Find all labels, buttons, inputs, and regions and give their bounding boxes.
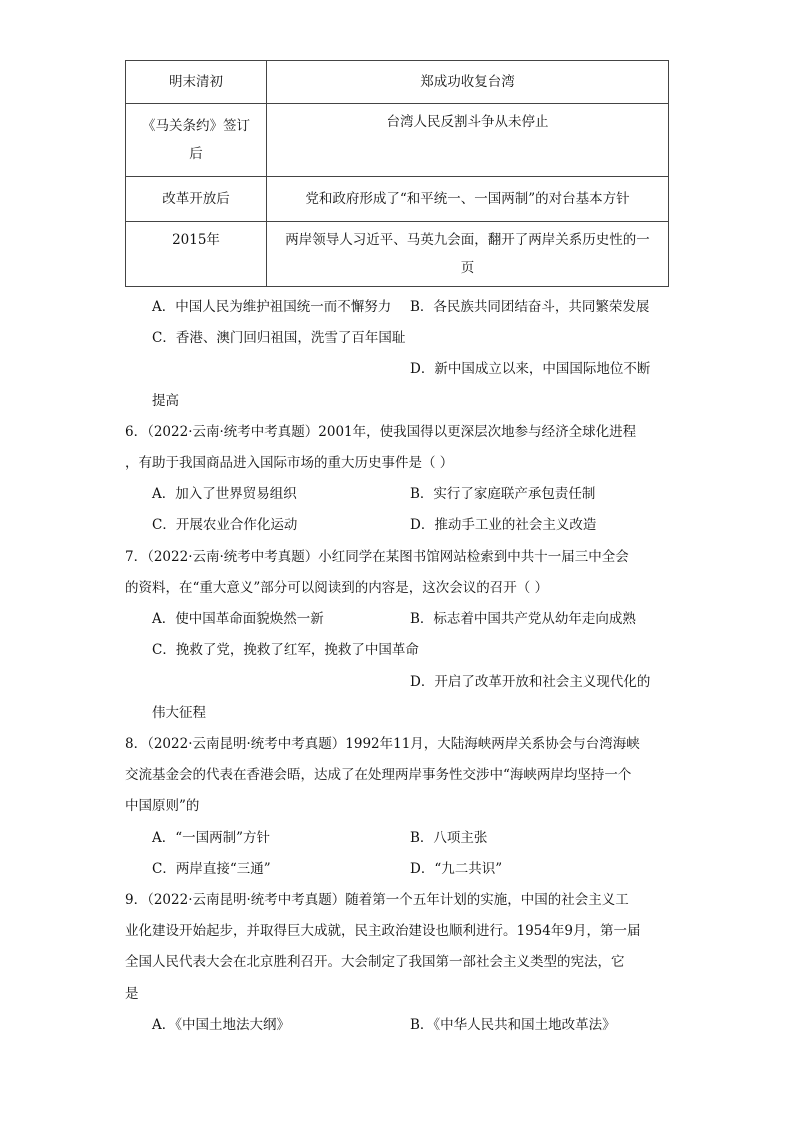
q9-stem-cont: 是 <box>125 986 139 1002</box>
q6-option-b[interactable]: B．实行了家庭联产承包责任制 <box>410 486 596 502</box>
q8-stem-cont: 中国原则”的 <box>125 798 200 814</box>
table-row <box>126 177 669 222</box>
q6-stem-cont: ，有助于我国商品进入国际市场的重大历史事件是（ ） <box>125 455 454 471</box>
q7-option-a[interactable]: A．使中国革命面貌焕然一新 <box>152 611 324 627</box>
q6-option-d[interactable]: D．推动手工业的社会主义改造 <box>410 517 597 533</box>
q5-option-b[interactable]: B．各民族共同团结奋斗，共同繁荣发展 <box>410 299 650 315</box>
q9-stem-cont: 业化建设开始起步，并取得巨大成就，民主政治建设也顺利进行。1954年9月，第一届 <box>125 923 641 939</box>
q8-stem: 8．（2022·云南昆明·统考中考真题）1992年11月，大陆海峡两岸关系协会与台湾海峡 <box>125 736 640 752</box>
q8-option-c[interactable]: C．两岸直接“三通” <box>152 861 271 877</box>
q6-option-c[interactable]: C．开展农业合作化运动 <box>152 517 298 533</box>
q7-option-c[interactable]: C．挽救了党，挽救了红军，挽救了中国革命 <box>152 642 419 658</box>
q7-stem-cont: 的资料，在“重大意义”部分可以阅读到的内容是，这次会议的召开（ ） <box>125 580 549 596</box>
table-row <box>126 61 669 104</box>
q8-option-d[interactable]: D．“九二共识” <box>410 861 503 877</box>
table-row <box>126 104 669 177</box>
q9-stem: 9．（2022·云南昆明·统考中考真题）随着第一个五年计划的实施，中国的社会主义工 <box>125 892 629 908</box>
table-cell-event: 台湾人民反割斗争从未停止 <box>267 104 669 177</box>
q7-option-d-cont: 伟大征程 <box>152 705 206 721</box>
q8-stem-cont: 交流基金会的代表在香港会晤，达成了在处理两岸事务性交涉中“海峡两岸均坚持一个 <box>125 767 632 783</box>
table-cell-period: 2015年 <box>126 222 267 287</box>
q7-stem: 7．（2022·云南·统考中考真题）小红同学在某图书馆网站检索到中共十一届三中全会 <box>125 549 629 565</box>
history-table <box>125 60 669 287</box>
table-cell-event-line: 两岸领导人习近平、马英九会面，翻开了两岸关系历史性的一 <box>285 232 650 248</box>
table-row <box>126 222 669 287</box>
q7-option-b[interactable]: B．标志着中国共产党从幼年走向成熟 <box>410 611 636 627</box>
table-cell-period-line: 《马关条约》签订 <box>142 118 250 134</box>
q5-option-a[interactable]: A．中国人民为维护祖国统一而不懈努力 <box>152 299 392 315</box>
q6-option-a[interactable]: A．加入了世界贸易组织 <box>152 486 297 502</box>
q8-option-b[interactable]: B．八项主张 <box>410 830 488 846</box>
q9-stem-cont: 全国人民代表大会在北京胜利召开。大会制定了我国第一部社会主义类型的宪法，它 <box>125 954 625 970</box>
q5-option-c[interactable]: C．香港、澳门回归祖国，洗雪了百年国耻 <box>152 330 406 346</box>
q8-option-a[interactable]: A．“一国两制”方针 <box>152 830 271 846</box>
q5-option-d[interactable]: D．新中国成立以来，中国国际地位不断 <box>410 361 651 377</box>
q6-stem: 6．（2022·云南·统考中考真题）2001年，使我国得以更深层次地参与经济全球化进程 <box>125 424 637 440</box>
table-cell-period-line: 后 <box>189 146 203 162</box>
q5-option-d-cont: 提高 <box>152 393 179 409</box>
q9-option-a[interactable]: A．《中国土地法大纲》 <box>152 1017 290 1033</box>
table-cell-event-line: 页 <box>460 260 475 276</box>
table-cell-event <box>267 222 669 287</box>
table-cell-period <box>126 104 267 177</box>
q9-option-b[interactable]: B．《中华人民共和国土地改革法》 <box>410 1017 616 1033</box>
table-cell-event: 郑成功收复台湾 <box>267 61 669 104</box>
table-cell-event: 党和政府形成了“和平统一、一国两制”的对台基本方针 <box>267 177 669 222</box>
table-cell-period: 改革开放后 <box>126 177 267 222</box>
table-cell-period: 明末清初 <box>126 61 267 104</box>
q7-option-d[interactable]: D．开启了改革开放和社会主义现代化的 <box>410 674 651 690</box>
